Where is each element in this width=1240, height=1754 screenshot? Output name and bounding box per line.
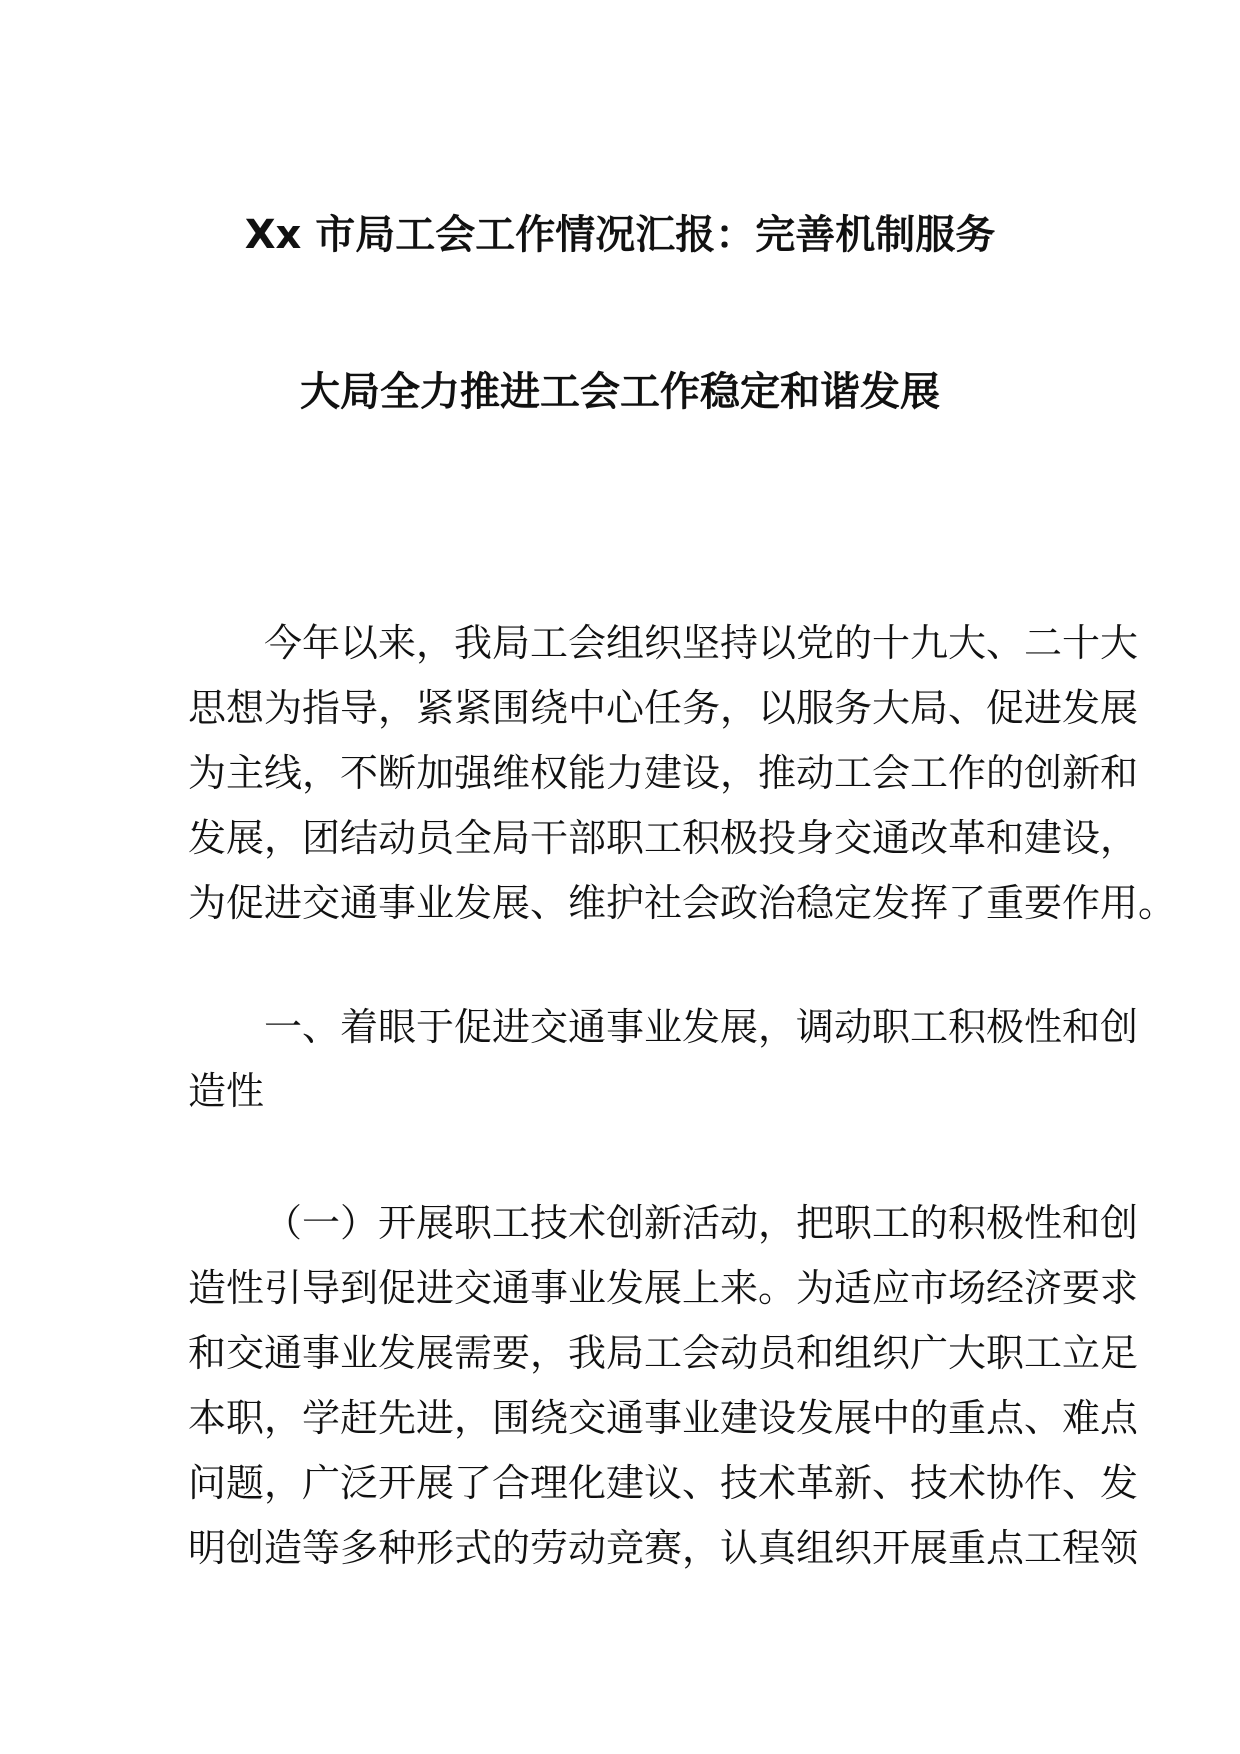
title-line-2: 大局全力推进工会工作稳定和谐发展	[300, 369, 940, 415]
paragraph-line: 本职，学赶先进，围绕交通事业建设发展中的重点、难点	[188, 1396, 1139, 1440]
heading-line: 一、着眼于促进交通事业发展，调动职工积极性和创	[264, 1005, 1139, 1049]
paragraph-line: 今年以来，我局工会组织坚持以党的十九大、二十大	[264, 621, 1139, 665]
title-line-1: Xx 市局工会工作情况汇报：完善机制服务	[244, 212, 996, 258]
paragraph-line: 发展，团结动员全局干部职工积极投身交通改革和建设，	[188, 816, 1139, 860]
paragraph-line: 为促进交通事业发展、维护社会政治稳定发挥了重要作用。	[188, 881, 1177, 925]
paragraph-line: 思想为指导，紧紧围绕中心任务，以服务大局、促进发展	[188, 686, 1139, 730]
paragraph-line: 造性引导到促进交通事业发展上来。为适应市场经济要求	[188, 1266, 1139, 1310]
paragraph-line: （一）开展职工技术创新活动，把职工的积极性和创	[264, 1201, 1139, 1245]
paragraph-line: 为主线，不断加强维权能力建设，推动工会工作的创新和	[188, 751, 1139, 795]
paragraph-line: 和交通事业发展需要，我局工会动员和组织广大职工立足	[188, 1331, 1139, 1375]
heading-line: 造性	[188, 1069, 265, 1113]
paragraph-line: 明创造等多种形式的劳动竞赛，认真组织开展重点工程领	[188, 1526, 1139, 1570]
paragraph-line: 问题，广泛开展了合理化建议、技术革新、技术协作、发	[188, 1461, 1139, 1505]
